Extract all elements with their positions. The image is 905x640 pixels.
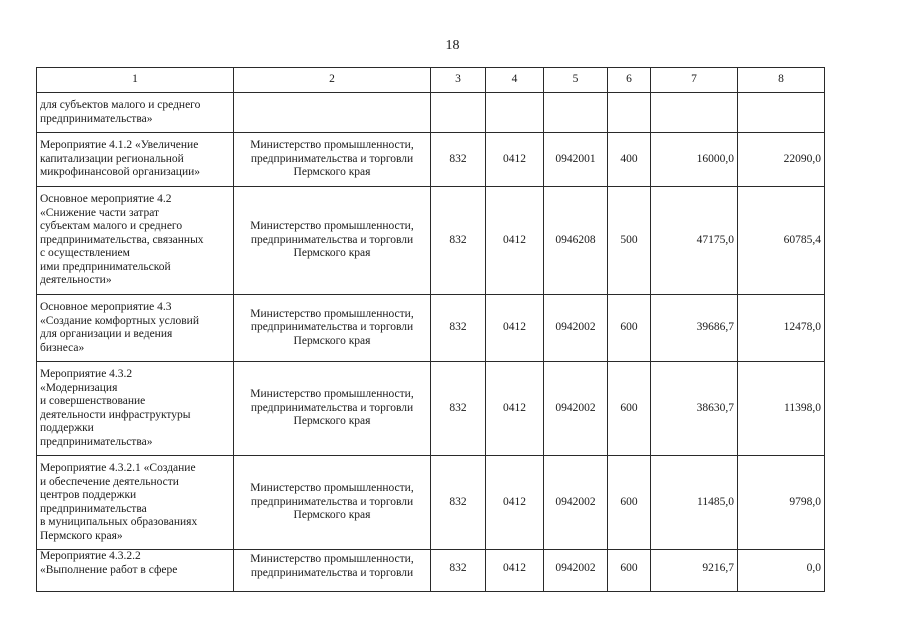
admin-code-cell: 832 bbox=[431, 295, 486, 362]
admin-code-cell: 832 bbox=[431, 550, 486, 592]
amount-col7-cell: 47175,0 bbox=[651, 187, 738, 295]
section-code-cell bbox=[486, 93, 544, 133]
admin-code-cell: 832 bbox=[431, 456, 486, 550]
executor-cell: Министерство промышленности, предпринимательства и торговли Пермского края bbox=[234, 187, 431, 295]
amount-col8-cell: 60785,4 bbox=[738, 187, 825, 295]
executor-cell: Министерство промышленности, предпринимательства и торговли Пермского края bbox=[234, 133, 431, 187]
amount-col7-cell: 39686,7 bbox=[651, 295, 738, 362]
table-row bbox=[37, 187, 825, 295]
target-article-cell: 0946208 bbox=[544, 187, 608, 295]
amount-col7-cell: 9216,7 bbox=[651, 550, 738, 592]
section-code-cell: 0412 bbox=[486, 456, 544, 550]
table-row bbox=[37, 93, 825, 133]
amount-col8-cell: 12478,0 bbox=[738, 295, 825, 362]
amount-col8-cell: 0,0 bbox=[738, 550, 825, 592]
expense-type-cell: 400 bbox=[608, 133, 651, 187]
executor-cell: Министерство промышленности, предпринимательства и торговли Пермского края bbox=[234, 362, 431, 456]
amount-col8-cell: 9798,0 bbox=[738, 456, 825, 550]
activity-name-cell: Основное мероприятие 4.3 «Создание комфортных условий для организации и ведения бизнеса» bbox=[37, 295, 234, 362]
target-article-cell: 0942002 bbox=[544, 362, 608, 456]
executor-cell: Министерство промышленности, предпринимательства и торговли bbox=[234, 550, 431, 592]
amount-col8-cell: 11398,0 bbox=[738, 362, 825, 456]
target-article-cell: 0942002 bbox=[544, 295, 608, 362]
expense-type-cell: 600 bbox=[608, 456, 651, 550]
header-row bbox=[37, 68, 825, 93]
admin-code-cell: 832 bbox=[431, 362, 486, 456]
column-header: 1 bbox=[37, 68, 234, 93]
table-row bbox=[37, 362, 825, 456]
executor-cell: Министерство промышленности, предпринимательства и торговли Пермского края bbox=[234, 295, 431, 362]
table-row bbox=[37, 295, 825, 362]
column-header: 3 bbox=[431, 68, 486, 93]
executor-cell bbox=[234, 93, 431, 133]
admin-code-cell: 832 bbox=[431, 187, 486, 295]
activity-name-cell: Основное мероприятие 4.2 «Снижение части затрат субъектам малого и среднего предпринимательства, связанных с осуществлением ими предпринимательской деятельности» bbox=[37, 187, 234, 295]
section-code-cell: 0412 bbox=[486, 550, 544, 592]
target-article-cell: 0942001 bbox=[544, 133, 608, 187]
activity-name-cell: Мероприятие 4.1.2 «Увеличение капитализации региональной микрофинансовой организации» bbox=[37, 133, 234, 187]
column-header: 7 bbox=[651, 68, 738, 93]
admin-code-cell: 832 bbox=[431, 133, 486, 187]
column-header: 6 bbox=[608, 68, 651, 93]
expense-type-cell: 600 bbox=[608, 550, 651, 592]
table-row bbox=[37, 133, 825, 187]
amount-col7-cell: 38630,7 bbox=[651, 362, 738, 456]
budget-table bbox=[36, 67, 825, 592]
section-code-cell: 0412 bbox=[486, 362, 544, 456]
column-header: 4 bbox=[486, 68, 544, 93]
amount-col8-cell bbox=[738, 93, 825, 133]
amount-col7-cell: 16000,0 bbox=[651, 133, 738, 187]
column-header: 5 bbox=[544, 68, 608, 93]
section-code-cell: 0412 bbox=[486, 133, 544, 187]
activity-name-cell: для субъектов малого и среднего предпринимательства» bbox=[37, 93, 234, 133]
expense-type-cell bbox=[608, 93, 651, 133]
target-article-cell: 0942002 bbox=[544, 456, 608, 550]
amount-col7-cell: 11485,0 bbox=[651, 456, 738, 550]
page-number: 18 bbox=[445, 38, 460, 53]
expense-type-cell: 600 bbox=[608, 295, 651, 362]
target-article-cell bbox=[544, 93, 608, 133]
table-row bbox=[37, 550, 825, 592]
activity-name-cell: Мероприятие 4.3.2 «Модернизация и совершенствование деятельности инфраструктуры поддержки предпринимательства» bbox=[37, 362, 234, 456]
section-code-cell: 0412 bbox=[486, 295, 544, 362]
expense-type-cell: 600 bbox=[608, 362, 651, 456]
executor-cell: Министерство промышленности, предпринимательства и торговли Пермского края bbox=[234, 456, 431, 550]
activity-name-cell: Мероприятие 4.3.2.1 «Создание и обеспечение деятельности центров поддержки предпринимательства в муниципальных образованиях Пермского края» bbox=[37, 456, 234, 550]
section-code-cell: 0412 bbox=[486, 187, 544, 295]
admin-code-cell bbox=[431, 93, 486, 133]
column-header: 8 bbox=[738, 68, 825, 93]
activity-name-cell: Мероприятие 4.3.2.2 «Выполнение работ в сфере bbox=[37, 550, 234, 592]
expense-type-cell: 500 bbox=[608, 187, 651, 295]
table-row bbox=[37, 456, 825, 550]
column-header: 2 bbox=[234, 68, 431, 93]
amount-col7-cell bbox=[651, 93, 738, 133]
amount-col8-cell: 22090,0 bbox=[738, 133, 825, 187]
target-article-cell: 0942002 bbox=[544, 550, 608, 592]
